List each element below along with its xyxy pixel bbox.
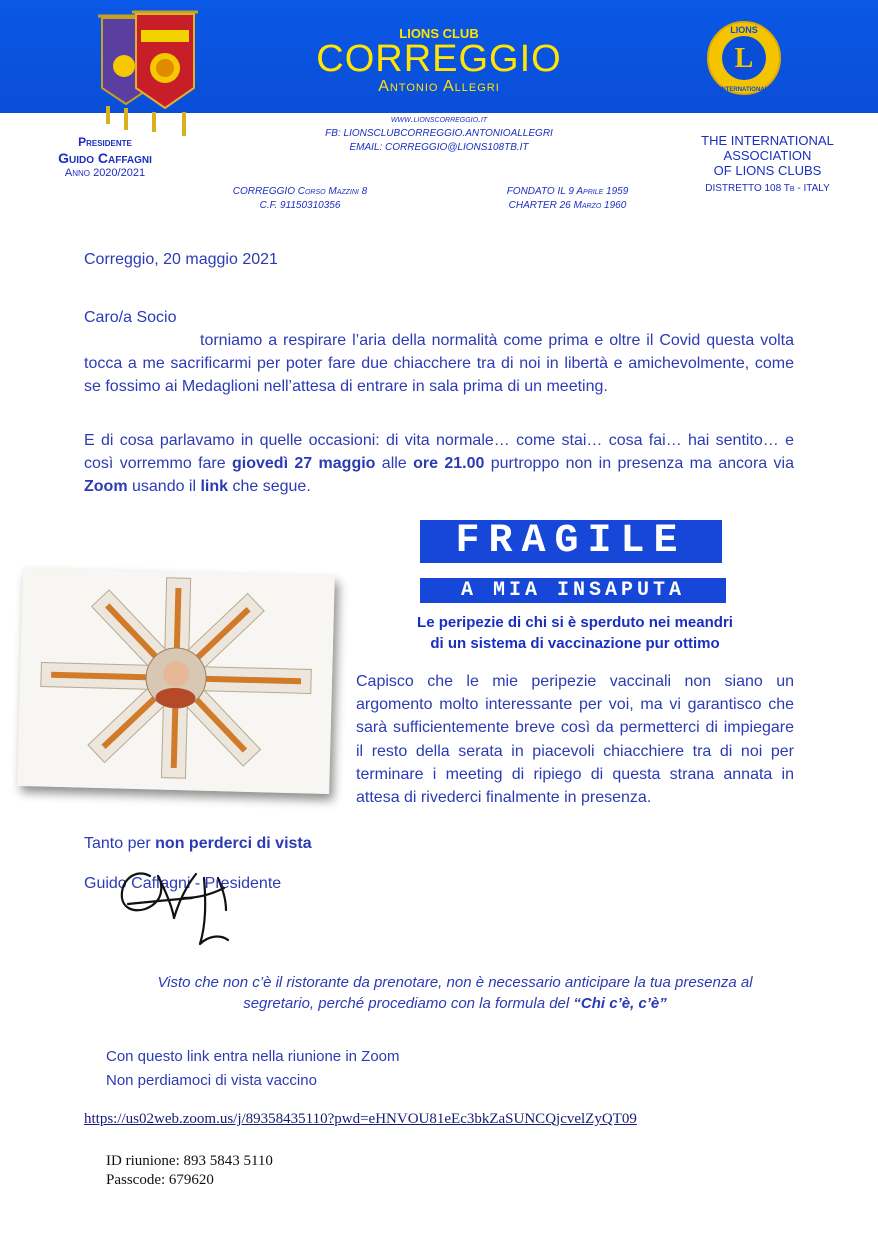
zoom-meeting-link[interactable]: https://us02web.zoom.us/j/89358435110?pwd=eHNVOU81eEc3bkZaSUNCQjcvelZyQT09 [84,1111,637,1127]
president-name: Guido Caffagni [58,150,152,166]
handwritten-signature [108,858,248,968]
syringe-star-image [17,568,335,794]
feature-tagline: Le peripezie di chi si è sperduto nei meandri di un sistema di vaccinazione pur ottimo [417,614,733,652]
vaccine-collage-photo [17,568,335,794]
signature-name: Guido Caffagni - Presidente [84,875,282,892]
zoom-intro-line1: Con questo link entra nella riunione in Zoom [106,1048,400,1065]
zoom-word: Zoom [84,478,128,495]
assoc-line1: THE INTERNATIONAL [701,133,834,148]
restaurant-note: Visto che non c’è il ristorante da prenotare, non è necessario anticipare la tua presenza al segretario, perché procediamo con la formula del “Chi c’è, c’è” [157,974,753,1012]
letter-greeting: Caro/a Socio [84,309,177,326]
feature-title: FRAGILE [420,520,722,563]
feature-subtitle: A MIA INSAPUTA [420,578,726,603]
letterhead [0,0,878,230]
meeting-day: giovedì 27 maggio [232,455,376,472]
logo-text-top: LIONS [730,25,758,35]
club-subname: Antonio Allegri [378,78,500,95]
letter-date: Correggio, 20 maggio 2021 [84,251,278,268]
assoc-line2: ASSOCIATION [723,148,812,163]
website: www.lionscorreggio.it [390,114,488,125]
paragraph-3: Capisco che le mie peripezie vaccinali non siano un argomento molto interessante per voi, ma vi garantisco che sarà sufficientemente breve così da permetterci di impiegare il resto della serata in piacevoli chiacchiere tra di noi per terminare i meeting di ripiego di questa strana annata in attesa di rivederci finalmente in presenza. [356,673,794,807]
address: CORREGGIO Corso Mazzini 8 [232,186,368,197]
district: DISTRETTO 108 Tb - ITALY [705,183,830,194]
closing-line: Tanto per non perderci di vista [84,835,312,852]
president-year: Anno 2020/2021 [64,167,146,179]
assoc-line3: OF LIONS CLUBS [713,163,822,178]
lions-international-logo [706,20,782,96]
president-title: Presidente [78,135,132,149]
meeting-passcode: Passcode: 679620 [106,1172,214,1188]
meeting-time: ore 21.00 [413,455,485,472]
link-word: link [200,478,229,495]
fiscal-code: C.F. 91150310356 [259,200,341,211]
logo-text-bottom: INTERNATIONAL [719,87,769,93]
club-name: CORREGGIO [316,38,562,80]
pennant-banners-image [92,8,204,138]
founded: FONDATO IL 9 Aprile 1959 [506,186,629,197]
charter: CHARTER 26 Marzo 1960 [508,200,627,211]
email: EMAIL: CORREGGIO@LIONS108TB.IT [349,142,529,153]
facebook: FB: LIONSCLUBCORREGGIO.ANTONIOALLEGRI [325,128,553,139]
meeting-id: ID riunione: 893 5843 5110 [106,1153,273,1169]
paragraph-1: torniamo a respirare l’aria della normalità come prima e oltre il Covid questa volta tocca a me sacrificarmi per poter fare due chiacchere tra di noi in libertà e amichevolmente, come se fossimo ai Medaglioni nell’attesa di entrare in sala prima di un meeting. [84,332,794,395]
zoom-intro-line2: Non perdiamoci di vista vaccino [106,1072,317,1089]
logo-letter: L [734,43,754,74]
paragraph-2: E di cosa parlavamo in quelle occasioni: di vita normale… come stai… cosa fai… hai sentito… e così vorremmo fare giovedì 27 maggio alle ore 21.00 purtroppo non in presenza ma ancora via Zoom usando il link che segue. [84,432,794,495]
club-label: LIONS CLUB [399,26,479,41]
